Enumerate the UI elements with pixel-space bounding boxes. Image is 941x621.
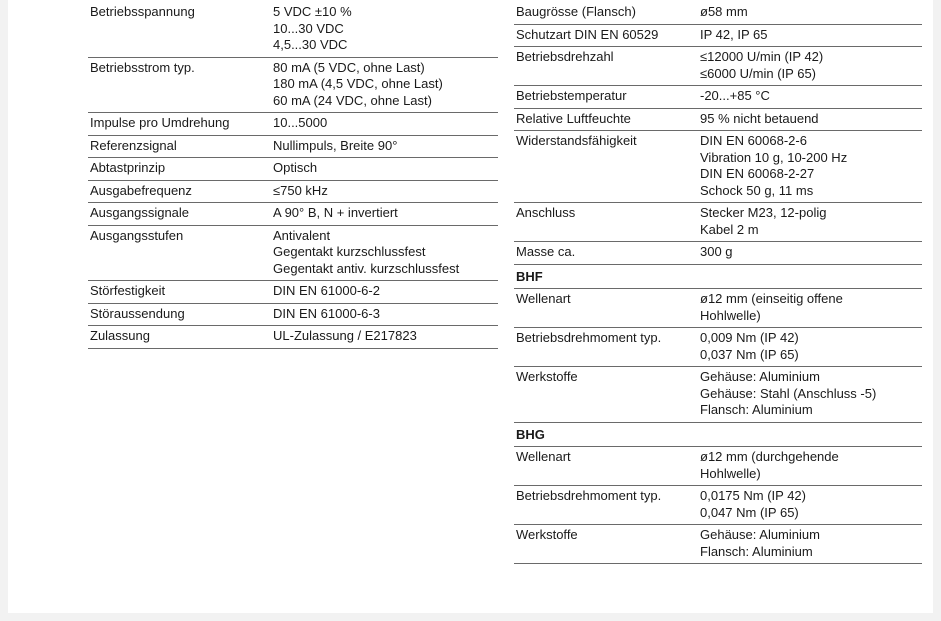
- spec-value-line: 95 % nicht betauend: [700, 110, 819, 126]
- spec-row: [514, 108, 922, 131]
- spec-row: [514, 525, 922, 564]
- spec-row: [514, 486, 922, 525]
- spec-value: [700, 47, 922, 86]
- spec-value-line: Vibration 10 g, 10-200 Hz: [700, 149, 848, 165]
- spec-value: [700, 289, 922, 328]
- spec-value-line: 0,009 Nm (IP 42): [700, 330, 799, 345]
- spec-value-line: Kabel 2 m: [700, 221, 759, 237]
- spec-table-left: [88, 2, 498, 349]
- spec-value-line: Hohlwelle): [700, 307, 761, 323]
- spec-value-line: 10...30 VDC: [273, 20, 344, 36]
- section-header-row: [514, 422, 922, 447]
- spec-row: [514, 328, 922, 367]
- spec-row: [514, 2, 922, 24]
- spec-value-line: Gehäuse: Aluminium: [700, 369, 820, 384]
- spec-value-line: 300 g: [700, 244, 733, 259]
- spec-value-line: ≤750 kHz: [273, 182, 328, 198]
- spec-label: Betriebsdrehzahl: [514, 47, 700, 86]
- spec-value-line: Optisch: [273, 160, 318, 175]
- spec-value: [273, 180, 498, 203]
- spec-value: [273, 203, 498, 226]
- spec-label: Masse ca.: [514, 242, 700, 265]
- spec-row: [88, 326, 498, 349]
- spec-value: [273, 113, 498, 136]
- spec-value: [700, 525, 922, 564]
- spec-label: Betriebstemperatur: [514, 86, 700, 109]
- spec-value-line: 5 VDC ±10 %: [273, 4, 352, 19]
- spec-label: Baugrösse (Flansch): [514, 2, 700, 24]
- spec-label: Anschluss: [514, 203, 700, 242]
- spec-value-line: Gehäuse: Stahl (Anschluss -5): [700, 385, 877, 401]
- spec-value-line: Flansch: Aluminium: [700, 543, 813, 559]
- spec-label: Betriebsdrehmoment typ.: [514, 486, 700, 525]
- spec-row: [88, 158, 498, 181]
- spec-label: Betriebsstrom typ.: [88, 57, 273, 113]
- spec-label: Ausgangsstufen: [88, 225, 273, 281]
- spec-row: [88, 303, 498, 326]
- spec-value-line: ø12 mm (einseitig offene: [700, 291, 843, 306]
- spec-value: [273, 326, 498, 349]
- spec-value-line: Flansch: Aluminium: [700, 402, 813, 417]
- spec-value-line: Schock 50 g, 11 ms: [700, 182, 814, 198]
- spec-value-line: 60 mA (24 VDC, ohne Last): [273, 92, 432, 108]
- spec-row: [88, 281, 498, 304]
- spec-row: [88, 113, 498, 136]
- spec-row: [514, 367, 922, 423]
- spec-label: Schutzart DIN EN 60529: [514, 24, 700, 47]
- spec-value: [700, 108, 922, 131]
- spec-value: [700, 203, 922, 242]
- spec-value-line: Hohlwelle): [700, 465, 761, 481]
- spec-value: [700, 367, 922, 423]
- spec-label: Störaussendung: [88, 303, 273, 326]
- spec-table-right-body: [514, 2, 922, 564]
- spec-value-line: Stecker M23, 12-polig: [700, 205, 827, 220]
- spec-label: Zulassung: [88, 326, 273, 349]
- spec-value: [273, 281, 498, 304]
- spec-value-line: ≤12000 U/min (IP 42): [700, 49, 824, 64]
- spec-label: Wellenart: [514, 289, 700, 328]
- spec-value-line: A 90° B, N + invertiert: [273, 205, 398, 220]
- spec-row: [88, 225, 498, 281]
- spec-label: Referenzsignal: [88, 135, 273, 158]
- spec-value-line: ≤6000 U/min (IP 65): [700, 65, 817, 81]
- spec-value-line: 0,0175 Nm (IP 42): [700, 488, 806, 503]
- spec-row: [514, 131, 922, 203]
- spec-value-line: ø12 mm (durchgehende: [700, 449, 839, 464]
- spec-value: [273, 225, 498, 281]
- spec-label: Werkstoffe: [514, 525, 700, 564]
- spec-value: [700, 24, 922, 47]
- spec-value: [700, 447, 922, 486]
- spec-value-line: DIN EN 61000-6-3: [273, 305, 380, 321]
- spec-value-line: DIN EN 61000-6-2: [273, 283, 380, 298]
- datasheet-page: [8, 0, 933, 613]
- spec-label: Betriebsdrehmoment typ.: [514, 328, 700, 367]
- spec-label: Störfestigkeit: [88, 281, 273, 304]
- spec-row: [514, 289, 922, 328]
- spec-row: [514, 86, 922, 109]
- spec-value-line: DIN EN 60068-2-6: [700, 133, 807, 148]
- section-heading: BHG: [514, 422, 922, 447]
- spec-value: [700, 2, 922, 24]
- spec-value-line: 4,5...30 VDC: [273, 37, 348, 52]
- spec-row: [514, 47, 922, 86]
- spec-value-line: Antivalent: [273, 227, 331, 243]
- spec-value-line: 80 mA (5 VDC, ohne Last): [273, 59, 425, 75]
- spec-row: [88, 2, 498, 57]
- spec-value: [273, 158, 498, 181]
- spec-value: [700, 242, 922, 265]
- spec-label: Relative Luftfeuchte: [514, 108, 700, 131]
- spec-value: [273, 2, 498, 57]
- spec-value: [273, 303, 498, 326]
- spec-row: [514, 203, 922, 242]
- spec-row: [88, 203, 498, 226]
- spec-row: [514, 447, 922, 486]
- spec-value: [700, 86, 922, 109]
- spec-value-line: Gegentakt kurzschlussfest: [273, 244, 426, 259]
- spec-value-line: UL-Zulassung / E217823: [273, 328, 417, 343]
- spec-value-line: Nullimpuls, Breite 90°: [273, 137, 398, 153]
- spec-row: [88, 135, 498, 158]
- spec-row: [88, 57, 498, 113]
- spec-row: [514, 242, 922, 265]
- spec-value-line: 0,037 Nm (IP 65): [700, 346, 799, 362]
- spec-value-line: 180 mA (4,5 VDC, ohne Last): [273, 76, 443, 91]
- spec-label: Wellenart: [514, 447, 700, 486]
- spec-value-line: -20...+85 °C: [700, 88, 770, 103]
- section-header-row: [514, 264, 922, 289]
- spec-row: [514, 24, 922, 47]
- spec-value: [700, 486, 922, 525]
- spec-label: Ausgabefrequenz: [88, 180, 273, 203]
- spec-value-line: ø58 mm: [700, 4, 748, 19]
- section-heading: BHF: [514, 264, 922, 289]
- spec-table-left-body: [88, 2, 498, 348]
- spec-table-right: [514, 2, 922, 564]
- spec-value: [700, 328, 922, 367]
- spec-value-line: 10...5000: [273, 115, 328, 130]
- spec-label: Betriebsspannung: [88, 2, 273, 57]
- spec-label: Werkstoffe: [514, 367, 700, 423]
- spec-value-line: IP 42, IP 65: [700, 26, 768, 42]
- spec-value-line: DIN EN 60068-2-27: [700, 166, 815, 181]
- spec-value-line: 0,047 Nm (IP 65): [700, 504, 799, 520]
- spec-label: Impulse pro Umdrehung: [88, 113, 273, 136]
- spec-value-line: Gegentakt antiv. kurzschlussfest: [273, 260, 460, 276]
- spec-row: [88, 180, 498, 203]
- spec-value: [273, 135, 498, 158]
- spec-label: Widerstandsfähigkeit: [514, 131, 700, 203]
- spec-value: [700, 131, 922, 203]
- spec-value-line: Gehäuse: Aluminium: [700, 527, 820, 542]
- spec-label: Abtastprinzip: [88, 158, 273, 181]
- spec-label: Ausgangssignale: [88, 203, 273, 226]
- spec-value: [273, 57, 498, 113]
